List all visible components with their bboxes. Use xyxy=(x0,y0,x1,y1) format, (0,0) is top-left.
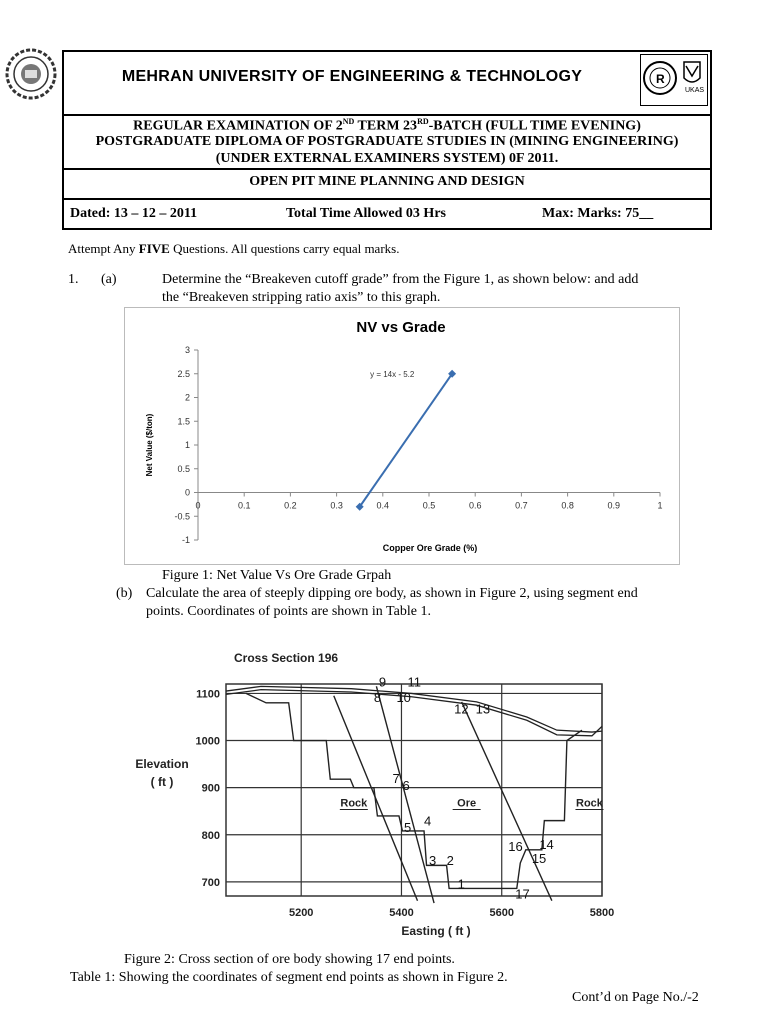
region-label: Rock xyxy=(340,797,368,810)
chart2-x-tick-label: 5200 xyxy=(288,907,314,919)
segment-end-point-label: 7 xyxy=(392,770,400,786)
logo-badge-text: UKAS xyxy=(685,87,705,94)
part-a-text-line1: Determine the “Breakeven cutoff grade” from the Figure 1, as shown below: and add xyxy=(162,272,639,287)
ground-surface-line xyxy=(226,690,602,736)
instructions-bold: FIVE xyxy=(138,241,170,256)
exam-line1-sup2: RD xyxy=(417,117,429,126)
chart1-y-axis-label: Net Value ($/ton) xyxy=(145,413,154,477)
instructions-after: Questions. All questions carry equal marks. xyxy=(169,241,400,256)
chart2-x-tick-label: 5800 xyxy=(589,907,615,919)
chart1-trendline-equation: y = 14x - 5.2 xyxy=(370,369,415,379)
chart1-y-tick-label: 1.5 xyxy=(177,416,190,427)
chart2-y-tick-label: 1100 xyxy=(196,688,220,701)
chart2-x-tick-label: 5600 xyxy=(489,907,514,919)
figure2-caption: Figure 2: Cross section of ore body showing 17 end points. xyxy=(124,952,455,967)
chart2-title: Cross Section 196 xyxy=(234,651,339,665)
part-b-text-line2: points. Coordinates of points are shown in Table 1. xyxy=(146,604,431,619)
segment-end-point-label: 1 xyxy=(457,876,465,892)
max-marks: Max: Marks: 75__ xyxy=(542,206,654,221)
region-label: Ore xyxy=(457,797,477,810)
course-title: OPEN PIT MINE PLANNING AND DESIGN xyxy=(249,174,525,189)
chart1-x-tick-label: 0.4 xyxy=(376,500,390,511)
chart2-x-label: Easting ( ft ) xyxy=(401,924,471,938)
segment-end-point-label: 17 xyxy=(515,886,530,902)
nv-vs-grade-chart xyxy=(124,307,680,565)
chart1-y-tick-label: -1 xyxy=(181,535,190,545)
chart1-y-tick-label: 2 xyxy=(184,392,190,403)
instructions-before: Attempt Any xyxy=(68,241,139,256)
chart1-x-tick-label: 0.5 xyxy=(422,500,436,511)
segment-end-point-label: 12 xyxy=(454,701,469,717)
segment-end-point-label: 15 xyxy=(531,851,547,867)
question-number: 1. xyxy=(68,272,79,287)
chart2-y-tick-label: 700 xyxy=(201,876,220,889)
segment-end-point-label: 8 xyxy=(373,689,382,705)
exam-date: Dated: 13 – 12 – 2011 xyxy=(70,206,198,221)
part-a-text-line2: the “Breakeven stripping ratio axis” to this graph. xyxy=(162,290,441,305)
chart1-x-tick-label: 0.9 xyxy=(607,500,621,511)
figure1-caption: Figure 1: Net Value Vs Ore Grade Grpah xyxy=(162,568,392,583)
exam-header xyxy=(62,50,712,230)
chart1-y-tick-label: 0 xyxy=(184,487,190,498)
chart1-x-tick-label: 0.1 xyxy=(237,500,251,511)
certification-logo-icon xyxy=(640,54,708,106)
segment-end-point-label: 3 xyxy=(429,852,437,868)
table1-caption: Table 1: Showing the coordinates of segment end points as shown in Figure 2. xyxy=(70,970,508,985)
region-label: Rock xyxy=(576,797,603,810)
university-name: MEHRAN UNIVERSITY OF ENGINEERING & TECHNOLOGY xyxy=(121,68,583,85)
chart1-x-tick-label: 0.7 xyxy=(515,500,528,511)
chart2-y-label-line2: ( ft ) xyxy=(150,775,174,789)
part-b-text-line1: Calculate the area of steeply dipping ore body, as shown in Figure 2, using segment end xyxy=(146,586,638,601)
chart2-y-tick-label: 900 xyxy=(201,782,220,795)
exam-title-line3: (UNDER EXTERNAL EXAMINERS SYSTEM) 0F 2011. xyxy=(215,151,559,166)
segment-end-point-label: 2 xyxy=(446,852,454,868)
cross-section-figure xyxy=(130,640,615,945)
exam-line1-b: TERM 23 xyxy=(354,118,418,134)
chart2-y-label-line1: Elevation xyxy=(135,757,189,771)
exam-line1-a: REGULAR EXAMINATION OF 2 xyxy=(133,118,343,134)
chart1-x-tick-label: 1 xyxy=(657,500,663,511)
segment-end-point-label: 10 xyxy=(396,689,411,705)
chart1-y-tick-label: 2.5 xyxy=(177,368,190,379)
university-seal-icon xyxy=(4,44,58,104)
chart1-y-tick-label: 0.5 xyxy=(177,463,190,474)
exam-line1-c: -BATCH (FULL TIME EVENING) xyxy=(428,118,641,134)
segment-end-point-label: 6 xyxy=(402,778,410,793)
segment-end-point-label: 4 xyxy=(424,813,432,829)
continued-note: Cont’d on Page No./-2 xyxy=(572,990,699,1005)
chart2-y-tick-label: 800 xyxy=(201,829,220,842)
part-a-label: (a) xyxy=(101,272,117,287)
chart1-x-tick-label: 0 xyxy=(195,500,201,511)
chart1-x-tick-label: 0.8 xyxy=(561,500,574,511)
segment-end-point-label: 11 xyxy=(407,674,421,690)
exam-title-line1 xyxy=(64,117,710,135)
instructions xyxy=(68,241,399,257)
chart1-y-tick-label: 1 xyxy=(184,440,190,450)
exam-duration: Total Time Allowed 03 Hrs xyxy=(286,206,446,221)
svg-text:R: R xyxy=(656,72,665,86)
chart2-y-tick-label: 1000 xyxy=(195,735,220,748)
segment-end-point-label: 5 xyxy=(403,819,412,835)
chart1-x-tick-label: 0.2 xyxy=(284,500,297,511)
chart1-y-tick-label: -0.5 xyxy=(174,511,190,522)
chart1-title: NV vs Grade xyxy=(356,319,446,336)
exam-line1-sup1: ND xyxy=(342,117,355,126)
chart1-x-axis-label: Copper Ore Grade (%) xyxy=(382,543,478,553)
exam-title-line2: POSTGRADUATE DIPLOMA OF POSTGRADUATE STUDIES IN (MINING ENGINEERING) xyxy=(95,134,679,149)
part-b-label: (b) xyxy=(116,586,133,601)
segment-end-point-label: 14 xyxy=(539,836,554,852)
chart2-x-tick-label: 5400 xyxy=(389,907,414,919)
chart1-y-tick-label: 3 xyxy=(184,345,190,355)
chart1-x-tick-label: 0.6 xyxy=(468,500,482,511)
segment-end-point-label: 9 xyxy=(378,674,387,690)
segment-end-point-label: 16 xyxy=(508,839,523,855)
segment-end-point-label: 13 xyxy=(475,701,491,717)
chart1-x-tick-label: 0.3 xyxy=(330,500,343,511)
